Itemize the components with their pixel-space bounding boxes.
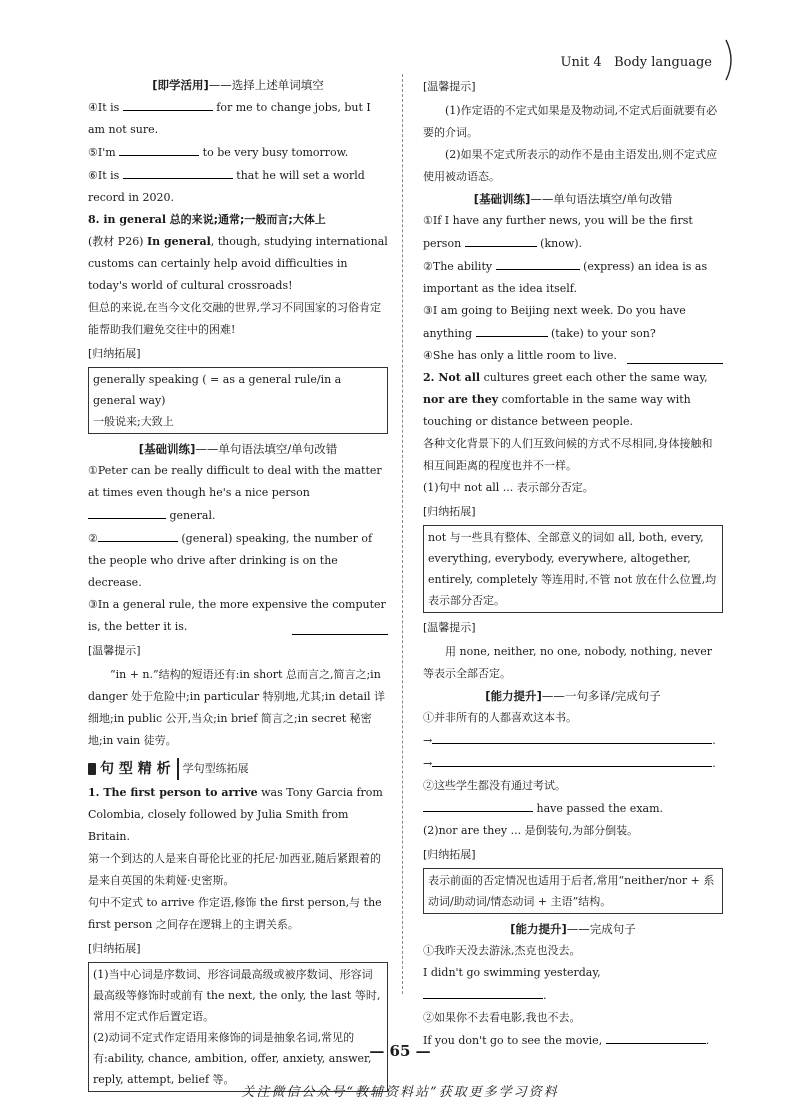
exercise-item: ②如果你不去看电影,我也不去。 — [423, 1011, 581, 1024]
expand-box: (1)当中心词是序数词、形容词最高级或被序数词、形容词最高级等修饰时或前有 the next, the only, the last 等时,常用不定式作后置定语。 (2)动词不定式作定语用来修饰的词是抽象名词,常见的有:ability, chance, ambition, offer, anxiety, answer, reply, attempt, belief 等。 — [88, 962, 388, 1092]
page-header — [561, 52, 712, 74]
sentence-item-2: 2. Not all cultures greet each other the same way, nor are they comfortable in the same way with touching or distance between people. — [423, 371, 708, 428]
tip-text: 用 none, neither, no one, nobody, nothing, never 等表示全部否定。 — [423, 645, 712, 680]
exercise-item: ②这些学生都没有通过考试。 — [423, 779, 566, 792]
exercise-item: ⑥It is that he will set a world record in 2020. — [88, 164, 388, 209]
answer-blank[interactable] — [496, 255, 580, 270]
answer-blank[interactable] — [432, 729, 712, 744]
exercise-item: ①我昨天没去游泳,杰克也没去。 — [423, 944, 581, 957]
exercise-item: ①Peter can be really difficult to deal with the matter at times even though he's a nice person general. — [88, 464, 382, 522]
tip-text: (1)作定语的不定式如果是及物动词,不定式后面就要有必要的介词。 — [423, 104, 718, 139]
tip-tag: [温馨提示] — [423, 621, 476, 634]
answer-blank[interactable] — [432, 752, 712, 767]
section-title-basic: [基础训练]——单句语法填空/单句改错 — [138, 442, 338, 456]
right-column — [423, 74, 723, 1052]
tip-text: (2)如果不定式所表示的动作不是由主语发出,则不定式应使用被动语态。 — [423, 148, 718, 183]
answer-line: have passed the exam. — [423, 797, 723, 820]
expand-tag: [归纳拓展] — [423, 505, 476, 518]
section-title-practice: [即学活用]——选择上述单词填空 — [152, 78, 324, 92]
tip-text: “in + n.”结构的短语还有:in short 总而言之,简言之;in danger 处于危险中;in particular 特别地,尤其;in detail 详细地;in public 公开,当众;in brief 简言之;in secret 秘密地;in vain 徒劳。 — [88, 668, 386, 747]
exercise-item: ②The ability (express) an idea is as important as the idea itself. — [423, 255, 723, 300]
unit-title: Body language — [614, 55, 712, 70]
answer-line: I didn't go swimming yesterday, . — [423, 966, 601, 1002]
expand-tag: [归纳拓展] — [88, 347, 141, 360]
answer-blank[interactable] — [465, 232, 537, 247]
exercise-item: ③In a general rule, the more expensive the computer is, the better it is. — [88, 594, 388, 638]
answer-blank[interactable] — [123, 164, 233, 179]
left-column — [88, 74, 388, 1096]
answer-blank[interactable] — [98, 527, 178, 542]
section-marker-icon — [88, 763, 96, 775]
tip-tag: [温馨提示] — [88, 644, 141, 657]
column-divider — [402, 74, 403, 994]
sentence-translation: 第一个到达的人是来自哥伦比亚的托尼·加西亚,随后紧跟着的是来自英国的朱莉娅·史密斯。 — [88, 852, 381, 887]
answer-blank[interactable] — [88, 504, 166, 519]
answer-line: If you don't go to see the movie, . — [423, 1029, 723, 1052]
exercise-item: ④It is for me to change jobs, but I am not sure. — [88, 96, 388, 141]
exercise-item: ①并非所有的人都喜欢这本书。 — [423, 711, 577, 724]
vocab-translation: 但总的来说,在当今文化交融的世界,学习不同国家的习俗肯定能帮助我们避免交往中的困难! — [88, 301, 381, 336]
expand-tag: [归纳拓展] — [88, 942, 141, 955]
vocab-example: (教材 P26) In general, though, studying international customs can certainly help avoid difficulties in today's world of cultural crossroads! — [88, 235, 388, 292]
answer-blank[interactable] — [423, 797, 533, 812]
expand-box: not 与一些具有整体、全部意义的词如 all, both, every, everything, everybody, everywhere, altogether, entirely, completely 等连用时,不管 not 放在什么位置,均表示部分否定。 — [423, 525, 723, 613]
exercise-item: ④She has only a little room to live. — [423, 345, 723, 367]
section-title-basic: [基础训练]——单句语法填空/单句改错 — [473, 192, 673, 206]
section-title-ability: [能力提升]——一句多译/完成句子 — [485, 689, 661, 703]
tip-tag: [温馨提示] — [423, 80, 476, 93]
answer-blank[interactable] — [292, 620, 388, 635]
sentence-note: (1)句中 not all ... 表示部分否定。 — [423, 481, 594, 494]
exercise-item: ③I am going to Beijing next week. Do you have anything (take) to your son? — [423, 304, 686, 340]
answer-blank[interactable] — [476, 322, 548, 337]
sentence-item-1: 1. The first person to arrive was Tony Garcia from Colombia, closely followed by Julia Smith from Britain. — [88, 786, 383, 843]
answer-blank[interactable] — [123, 96, 213, 111]
answer-blank[interactable] — [119, 141, 199, 156]
exercise-item: ⑤I'm to be very busy tomorrow. — [88, 141, 388, 164]
page-number: — 65 — — [369, 1042, 431, 1060]
expand-box: generally speaking ( = as a general rule/in a general way) 一般说来;大致上 — [88, 367, 388, 434]
sentence-note: (2)nor are they ... 是倒装句,为部分倒装。 — [423, 824, 639, 837]
expand-tag: [归纳拓展] — [423, 848, 476, 861]
sentence-note: 句中不定式 to arrive 作定语,修饰 the first person,与 the first person 之间存在逻辑上的主谓关系。 — [88, 896, 382, 931]
footer-note: 关注微信公众号“教辅资料站”获取更多学习资料 — [241, 1085, 559, 1100]
vocab-item-8: 8. in general 总的来说;通常;一般而言;大体上 — [88, 213, 326, 226]
exercise-item: ② (general) speaking, the number of the people who drive after drinking is on the decrease. — [88, 527, 388, 594]
sentence-translation: 各种文化背景下的人们互致问候的方式不尽相同,身体接触和相互间距离的程度也并不一样。 — [423, 437, 713, 472]
answer-line: → . — [423, 752, 723, 775]
section-title-ability-2: [能力提升]——完成句子 — [510, 922, 636, 936]
answer-blank[interactable] — [627, 349, 723, 364]
expand-box: 表示前面的否定情况也适用于后者,常用“neither/nor + 系动词/助动词/情态动词 + 主语”结构。 — [423, 868, 723, 914]
unit-label: Unit 4 — [560, 55, 602, 70]
answer-blank[interactable] — [423, 984, 543, 999]
answer-line: → . — [423, 729, 723, 752]
exercise-item: ①If I have any further news, you will be the first person (know). — [423, 214, 693, 250]
sentence-analysis-title: 句 型 精 析 学句型练拓展 — [88, 758, 388, 780]
